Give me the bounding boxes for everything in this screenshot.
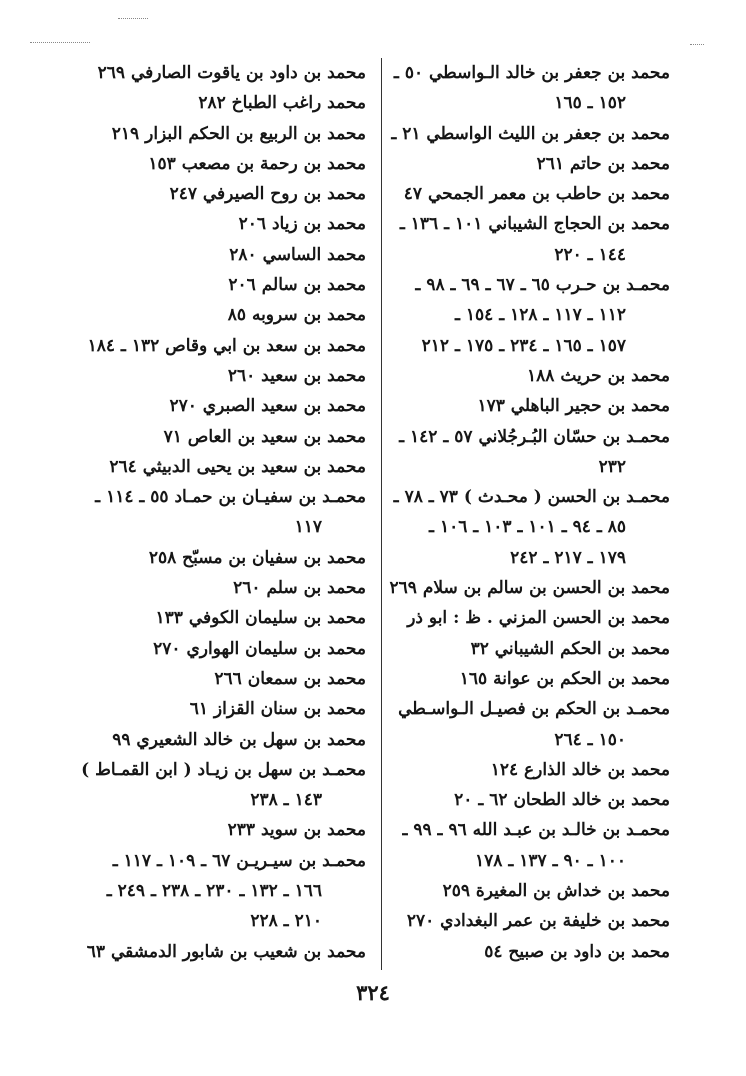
index-entry: محمد بن سليمان الهواري ٢٧٠ [153, 638, 366, 659]
index-entry: محمد بن سهل بن خالد الشعيري ٩٩ [112, 729, 366, 750]
index-entry: محمد بن الربيع بن الحكم البزار ٢١٩ [111, 123, 366, 144]
index-entry: محمد بن سويد ٢٣٣ [227, 820, 366, 841]
index-entry: محمد بن سليمان الكوفي ١٣٣ [155, 608, 366, 629]
index-entry: محمد بن رحمة بن مصعب ١٥٣ [148, 153, 366, 174]
index-entry: محمد بن حجير الباهلي ١٧٣ [477, 396, 670, 417]
index-entry: محمد راغب الطباخ ٢٨٢ [198, 93, 366, 114]
index-entry: محمـد بن حسّان البُـرجُلاني ٥٧ ـ ١٤٢ ـ [399, 426, 670, 447]
index-entry: محمد بن داود بن صبيح ٥٤ [484, 941, 670, 962]
index-entry: محمد بن سفيان بن مسبّح ٢٥٨ [148, 547, 366, 568]
index-entry: محمـد بن حـرب ٦٥ ـ ٦٧ ـ ٦٩ ـ ٩٨ ـ [415, 275, 670, 296]
index-entry: محمـد بن الحسن ( محـدث ) ٧٣ ـ ٧٨ ـ [393, 487, 670, 508]
index-entry: محمد بن زياد ٢٠٦ [238, 214, 366, 235]
index-entry: محمد بن خداش بن المغيرة ٢٥٩ [442, 881, 670, 902]
index-entry-continuation: ١٤٤ ـ ٢٢٠ [554, 244, 626, 265]
index-entry: محمد بن سعد بن ابي وقاص ١٣٢ ـ ١٨٤ [87, 335, 366, 356]
index-entry: محمد بن سالم ٢٠٦ [228, 275, 366, 296]
index-entry: محمد بن الحكم بن عوانة ١٦٥ [459, 668, 670, 689]
scan-speck [690, 44, 704, 45]
index-entry-continuation: ١٥٧ ـ ١٦٥ ـ ٢٣٤ ـ ١٧٥ ـ ٢١٢ [421, 335, 626, 356]
index-entry-continuation: ١٠٠ ـ ٩٠ ـ ١٣٧ ـ ١٧٨ [475, 850, 626, 871]
scan-speck [30, 42, 90, 43]
index-entry-continuation: ١٤٣ ـ ٢٣٨ [250, 790, 322, 811]
index-entry: محمد بن حاطب بن معمر الجمحي ٤٧ [403, 184, 670, 205]
index-entry: محمد بن سعيد بن يحيى الدبيثي ٢٦٤ [109, 456, 366, 477]
index-entry: محمـد بن سهل بن زيـاد ( ابن القمـاط ) [81, 759, 366, 780]
index-entry: محمد بن سعيد ٢٦٠ [227, 365, 366, 386]
index-entry: محمد بن حاتم ٢٦١ [536, 153, 670, 174]
index-entry: محمد بن جعفر بن خالد الـواسطي ٥٠ ـ [393, 63, 670, 83]
column-divider [381, 58, 382, 970]
index-column-right [389, 58, 670, 967]
index-entry: محمد بن سمعان ٢٦٦ [214, 668, 366, 689]
index-entry: محمد بن شعيب بن شابور الدمشقي ٦٣ [86, 941, 366, 962]
scan-speck [118, 18, 148, 19]
index-entry: محمد بن الحسن بن سالم بن سلام ٢٦٩ [389, 578, 670, 599]
index-entry-continuation: ١٥٢ ـ ١٦٥ [554, 93, 626, 114]
index-entry: محمد بن سروبه ٨٥ [227, 305, 366, 326]
index-entry-continuation: ١٧٩ ـ ٢١٧ ـ ٢٤٢ [510, 547, 626, 568]
page-number: ٣٢٤ [356, 980, 390, 1005]
index-entry: محمد بن سعيد الصبري ٢٧٠ [169, 396, 366, 417]
index-entry: محمد بن الحسن المزني . ظ : ابو ذر [407, 608, 670, 629]
index-entry-continuation: ١١٧ [294, 517, 322, 538]
index-entry: محمـد بن سيـريـن ٦٧ ـ ١٠٩ ـ ١١٧ ـ [112, 850, 366, 871]
index-entry: محمد بن سلم ٢٦٠ [233, 578, 366, 599]
index-entry: محمد بن الحجاج الشيباني ١٠١ ـ ١٣٦ ـ [399, 214, 670, 235]
index-entry: محمـد بن سفيـان بن حمـاد ٥٥ ـ ١١٤ ـ [95, 487, 366, 508]
index-entry-continuation: ٨٥ ـ ٩٤ ـ ١٠١ ـ ١٠٣ ـ ١٠٦ ـ [429, 517, 626, 538]
index-entry: محمد بن داود بن ياقوت الصارفي ٢٦٩ [97, 63, 366, 83]
index-entry: محمد بن سعيد بن العاص ٧١ [163, 426, 366, 447]
index-entry: محمـد بن خالـد بن عبـد الله ٩٦ ـ ٩٩ ـ [402, 820, 670, 841]
index-entry: محمد بن خالد الذارع ١٢٤ [490, 759, 670, 780]
index-entry-continuation: ١٥٠ ـ ٢٦٤ [554, 729, 626, 750]
index-entry-continuation: ٢٣٢ [598, 456, 626, 477]
index-entry: محمد بن سنان القزاز ٦١ [189, 699, 366, 720]
index-entry: محمد بن الحكم الشيباني ٣٢ [470, 638, 670, 659]
index-entry-continuation: ٢١٠ ـ ٢٢٨ [250, 911, 322, 932]
index-entry: محمد بن حريث ١٨٨ [527, 365, 670, 386]
index-entry-continuation: ١٦٦ ـ ١٣٢ ـ ٢٣٠ ـ ٢٣٨ ـ ٢٤٩ ـ [106, 881, 322, 902]
index-column-left [81, 58, 366, 967]
index-entry: محمد بن جعفر بن الليث الواسطي ٢١ ـ [391, 123, 670, 144]
index-entry-continuation: ١١٢ ـ ١١٧ ـ ١٢٨ ـ ١٥٤ ـ [454, 305, 626, 326]
index-entry: محمد بن خالد الطحان ٦٢ ـ ٢٠ [454, 790, 670, 811]
index-entry: محمـد بن الحكم بن فصيـل الـواسـطي [398, 699, 670, 720]
index-entry: محمد بن خليفة بن عمر البغدادي ٢٧٠ [406, 911, 670, 932]
index-entry: محمد الساسي ٢٨٠ [229, 244, 366, 265]
index-entry: محمد بن روح الصيرفي ٢٤٧ [169, 184, 366, 205]
